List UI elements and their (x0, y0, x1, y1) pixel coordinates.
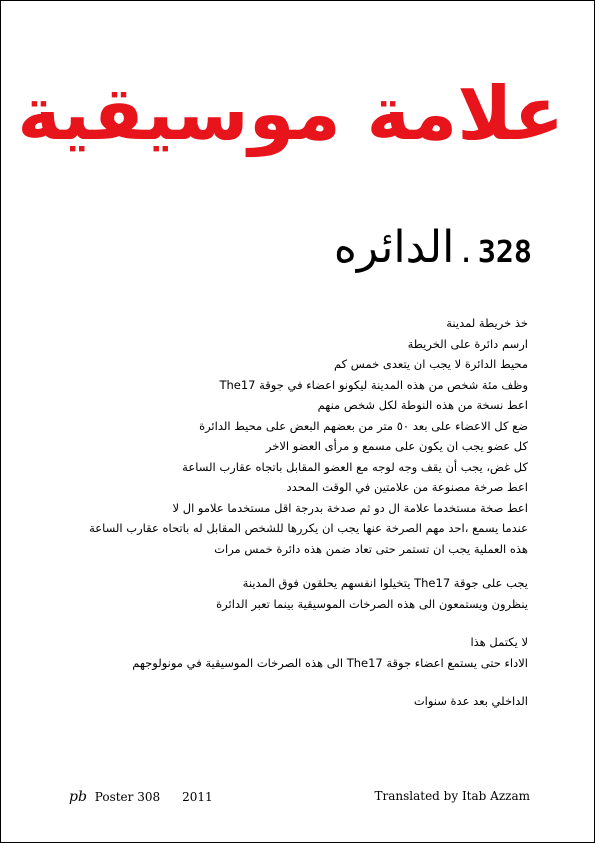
instruction-line: هذه العملية يجب ان تستمر حتى تعاد ضمن هذه دائرة خمس مرات (214, 541, 528, 556)
instruction-line: عندما يسمع ،احد مهم الصرخة عنها يجب ان يكررها للشخص المقابل له باتحاه عقارب الساعة (89, 521, 528, 535)
instruction-line: ارسم دائرة على الخريطة (407, 336, 528, 351)
heading-dot: . (460, 230, 472, 271)
instruction-line: وظف مئة شخص من هذه المدينة ليكونو اعضاء في جوقة The17 (219, 377, 528, 392)
instruction-line: اعط صرخة مصنوعة من علامتين في الوقت المحدد (286, 480, 528, 494)
instruction-line: اعط صخة مستخدما علامة ال دو ثم صدخة بدرجة اقل مستخدما علامو ال لا (172, 500, 528, 515)
instruction-line: ينظرون ويستمعون الى هذه الصرخات الموسيقية بينما تعبر الدائرة (216, 596, 528, 611)
instruction-line: الاداء حتى يستمع اعضاء جوقة The17 الى هذه الصرخات الموسيقية في مونولوجهم (132, 655, 528, 670)
spacer (41, 614, 528, 632)
piece-number: 328 (477, 235, 532, 270)
footer-year: 2011 (182, 790, 213, 804)
instruction-line: يجب على جوقة The17 يتخيلوا انفسهم يحلقون فوق المدينة (242, 576, 528, 590)
instruction-line: ضع كل الاعضاء على بعد ٥٠ متر من بعضهم البعض على محيط الدائرة (199, 418, 528, 433)
spacer (41, 673, 528, 691)
instruction-line: اعط نسخة من هذه النوطة لكل شخص منهم (317, 398, 528, 412)
instruction-block-2 (41, 573, 528, 614)
instruction-line: خذ خريطة لمدينة (446, 316, 528, 330)
spacer (41, 559, 528, 573)
instruction-line: لا يكتمل هذا (470, 635, 528, 649)
translator-credit: Translated by Itab Azzam (374, 789, 530, 803)
instruction-block-3 (41, 632, 528, 673)
instruction-line: كل عضو يجب ان يكون على مسمع و مرأى العضو الاخر (265, 439, 528, 453)
publisher-mark: pb (69, 789, 87, 805)
instruction-block-1 (41, 313, 528, 559)
piece-name: الدائره (333, 222, 455, 273)
instruction-line: محيط الدائرة لا يجب ان يتعدى خمس كم (334, 357, 528, 371)
footer-series (69, 789, 213, 805)
instruction-line: كل غض، يجب أن يقف وجه لوجه مع العضو المقابل باتجاه عقارب الساعة (182, 459, 528, 474)
instruction-line: الداخلي بعد عدة سنوات (413, 694, 528, 708)
series-label: Poster 308 (94, 790, 161, 804)
instruction-block-4 (41, 691, 528, 712)
piece-heading (334, 213, 532, 283)
instructions (41, 313, 528, 712)
main-title: علامة موسيقية (17, 71, 564, 157)
